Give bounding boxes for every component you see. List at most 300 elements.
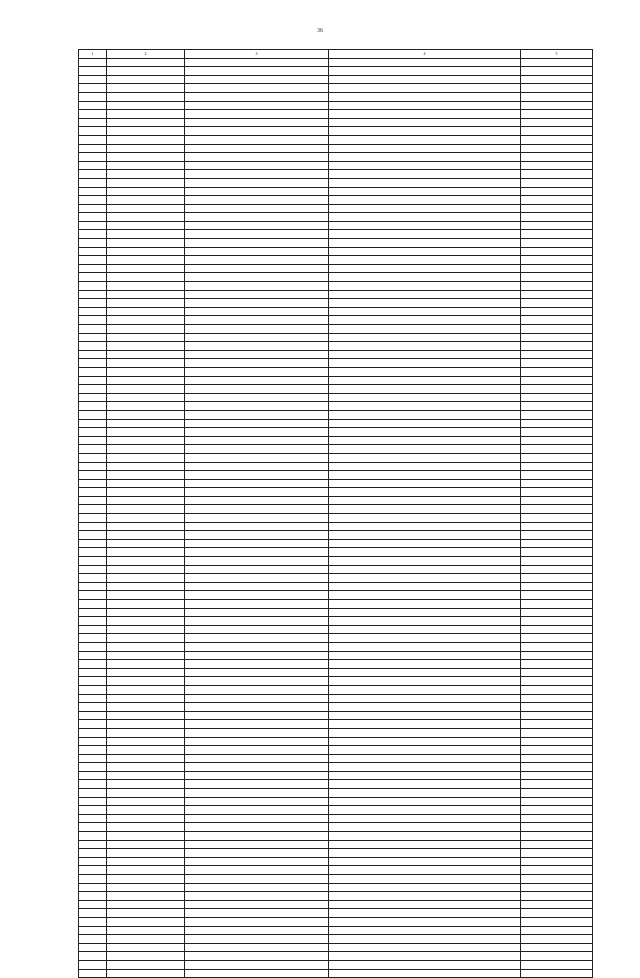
table-cell xyxy=(79,789,107,798)
table-cell xyxy=(107,754,185,763)
table-cell xyxy=(521,952,593,961)
table-cell xyxy=(79,178,107,187)
table-cell xyxy=(329,196,521,205)
table-cell xyxy=(521,823,593,832)
table-cell xyxy=(185,170,329,179)
table-cell xyxy=(79,505,107,514)
table-cell xyxy=(107,282,185,291)
table-cell xyxy=(329,84,521,93)
table-cell xyxy=(107,367,185,376)
table-cell xyxy=(79,849,107,858)
table-row xyxy=(79,247,593,256)
table-cell xyxy=(185,488,329,497)
table-cell xyxy=(107,316,185,325)
table-cell xyxy=(521,496,593,505)
table-cell xyxy=(107,239,185,248)
table-cell xyxy=(107,92,185,101)
table-row xyxy=(79,462,593,471)
table-cell xyxy=(79,832,107,841)
table-cell xyxy=(521,187,593,196)
register-table xyxy=(78,49,593,978)
table-cell xyxy=(185,883,329,892)
table-cell xyxy=(329,393,521,402)
table-cell xyxy=(329,875,521,884)
table-row xyxy=(79,832,593,841)
table-row xyxy=(79,608,593,617)
table-cell xyxy=(107,677,185,686)
table-cell xyxy=(107,703,185,712)
table-cell xyxy=(329,282,521,291)
table-row xyxy=(79,917,593,926)
table-cell xyxy=(185,410,329,419)
table-row xyxy=(79,273,593,282)
table-row xyxy=(79,144,593,153)
table-cell xyxy=(79,952,107,961)
table-cell xyxy=(521,539,593,548)
table-cell xyxy=(107,376,185,385)
table-cell xyxy=(521,385,593,394)
table-cell xyxy=(107,763,185,772)
table-row xyxy=(79,814,593,823)
table-cell xyxy=(79,436,107,445)
table-cell xyxy=(107,694,185,703)
table-cell xyxy=(185,668,329,677)
table-cell xyxy=(107,608,185,617)
table-cell xyxy=(107,213,185,222)
table-row xyxy=(79,771,593,780)
table-cell xyxy=(185,703,329,712)
table-cell xyxy=(79,728,107,737)
table-cell xyxy=(79,213,107,222)
table-cell xyxy=(329,565,521,574)
table-cell xyxy=(185,617,329,626)
table-row xyxy=(79,161,593,170)
table-cell xyxy=(329,153,521,162)
table-cell xyxy=(79,651,107,660)
table-cell xyxy=(521,135,593,144)
table-cell xyxy=(107,574,185,583)
table-cell xyxy=(107,857,185,866)
table-row xyxy=(79,952,593,961)
table-row xyxy=(79,239,593,248)
table-row xyxy=(79,75,593,84)
table-cell xyxy=(329,737,521,746)
table-cell xyxy=(329,780,521,789)
table-cell xyxy=(185,720,329,729)
table-row xyxy=(79,737,593,746)
table-row xyxy=(79,170,593,179)
table-cell xyxy=(521,239,593,248)
table-cell xyxy=(107,642,185,651)
table-cell xyxy=(79,479,107,488)
table-row xyxy=(79,445,593,454)
table-cell xyxy=(107,823,185,832)
table-cell xyxy=(107,737,185,746)
table-row xyxy=(79,101,593,110)
table-cell xyxy=(79,720,107,729)
table-cell xyxy=(185,118,329,127)
table-row xyxy=(79,428,593,437)
table-cell xyxy=(521,505,593,514)
table-row xyxy=(79,539,593,548)
table-cell xyxy=(521,445,593,454)
table-cell xyxy=(185,393,329,402)
table-cell xyxy=(107,840,185,849)
table-cell xyxy=(79,617,107,626)
table-cell xyxy=(329,239,521,248)
table-cell xyxy=(329,479,521,488)
table-cell xyxy=(329,883,521,892)
table-cell xyxy=(521,67,593,76)
table-cell xyxy=(107,909,185,918)
table-cell xyxy=(185,917,329,926)
table-cell xyxy=(521,694,593,703)
table-cell xyxy=(185,926,329,935)
table-cell xyxy=(185,797,329,806)
table-cell xyxy=(79,488,107,497)
table-cell xyxy=(79,350,107,359)
table-cell xyxy=(329,385,521,394)
table-row xyxy=(79,548,593,557)
table-cell xyxy=(521,746,593,755)
table-row xyxy=(79,926,593,935)
table-row xyxy=(79,651,593,660)
table-cell xyxy=(79,969,107,978)
table-cell xyxy=(521,754,593,763)
table-cell xyxy=(107,522,185,531)
col-header-1: 1 xyxy=(79,50,107,59)
table-cell xyxy=(185,943,329,952)
table-cell xyxy=(329,170,521,179)
table-cell xyxy=(79,428,107,437)
table-cell xyxy=(79,668,107,677)
table-row xyxy=(79,230,593,239)
table-cell xyxy=(79,196,107,205)
table-row xyxy=(79,875,593,884)
table-cell xyxy=(107,410,185,419)
table-cell xyxy=(185,608,329,617)
table-cell xyxy=(185,582,329,591)
table-cell xyxy=(185,376,329,385)
table-cell xyxy=(521,677,593,686)
table-cell xyxy=(107,488,185,497)
table-row xyxy=(79,694,593,703)
table-cell xyxy=(107,969,185,978)
table-cell xyxy=(185,711,329,720)
table-cell xyxy=(107,178,185,187)
table-cell xyxy=(79,84,107,93)
table-cell xyxy=(521,909,593,918)
table-cell xyxy=(79,367,107,376)
table-cell xyxy=(107,789,185,798)
table-cell xyxy=(521,247,593,256)
table-cell xyxy=(521,299,593,308)
table-cell xyxy=(329,436,521,445)
table-cell xyxy=(329,144,521,153)
table-body xyxy=(79,58,593,978)
table-cell xyxy=(521,393,593,402)
table-cell xyxy=(79,806,107,815)
table-cell xyxy=(107,153,185,162)
table-cell xyxy=(185,161,329,170)
table-cell xyxy=(329,746,521,755)
table-cell xyxy=(521,857,593,866)
table-cell xyxy=(185,875,329,884)
table-cell xyxy=(329,488,521,497)
table-cell xyxy=(329,453,521,462)
table-cell xyxy=(79,943,107,952)
table-cell xyxy=(185,737,329,746)
table-cell xyxy=(107,445,185,454)
table-cell xyxy=(521,204,593,213)
table-cell xyxy=(79,402,107,411)
table-cell xyxy=(521,118,593,127)
table-cell xyxy=(521,591,593,600)
table-cell xyxy=(185,728,329,737)
table-row xyxy=(79,823,593,832)
table-cell xyxy=(79,909,107,918)
table-cell xyxy=(79,771,107,780)
table-row xyxy=(79,393,593,402)
table-cell xyxy=(329,496,521,505)
table-cell xyxy=(107,428,185,437)
table-cell xyxy=(79,264,107,273)
table-cell xyxy=(79,410,107,419)
col-header-5: 5 xyxy=(521,50,593,59)
table-cell xyxy=(79,419,107,428)
table-cell xyxy=(107,118,185,127)
table-row xyxy=(79,367,593,376)
table-cell xyxy=(79,342,107,351)
table-cell xyxy=(107,814,185,823)
table-cell xyxy=(521,969,593,978)
table-cell xyxy=(107,58,185,67)
table-cell xyxy=(185,359,329,368)
table-cell xyxy=(521,58,593,67)
table-row xyxy=(79,685,593,694)
table-cell xyxy=(79,522,107,531)
table-cell xyxy=(329,187,521,196)
table-cell xyxy=(329,634,521,643)
table-cell xyxy=(107,651,185,660)
table-cell xyxy=(79,385,107,394)
table-row xyxy=(79,333,593,342)
table-cell xyxy=(521,711,593,720)
table-cell xyxy=(79,935,107,944)
table-cell xyxy=(107,797,185,806)
table-cell xyxy=(107,350,185,359)
table-cell xyxy=(79,307,107,316)
table-row xyxy=(79,453,593,462)
table-cell xyxy=(329,917,521,926)
table-cell xyxy=(185,204,329,213)
table-row xyxy=(79,943,593,952)
table-cell xyxy=(185,92,329,101)
table-cell xyxy=(185,453,329,462)
table-cell xyxy=(521,625,593,634)
table-cell xyxy=(79,565,107,574)
table-cell xyxy=(329,247,521,256)
table-cell xyxy=(185,840,329,849)
table-cell xyxy=(185,651,329,660)
table-cell xyxy=(107,892,185,901)
table-row xyxy=(79,557,593,566)
table-cell xyxy=(185,857,329,866)
table-row xyxy=(79,402,593,411)
table-cell xyxy=(185,814,329,823)
table-cell xyxy=(107,75,185,84)
table-cell xyxy=(79,325,107,334)
table-cell xyxy=(107,264,185,273)
table-cell xyxy=(329,539,521,548)
table-cell xyxy=(107,883,185,892)
table-row xyxy=(79,187,593,196)
table-cell xyxy=(107,221,185,230)
table-cell xyxy=(185,153,329,162)
table-cell xyxy=(185,789,329,798)
table-cell xyxy=(107,307,185,316)
table-cell xyxy=(185,591,329,600)
table-cell xyxy=(79,703,107,712)
table-cell xyxy=(79,92,107,101)
table-cell xyxy=(521,92,593,101)
table-cell xyxy=(79,591,107,600)
table-row xyxy=(79,677,593,686)
table-cell xyxy=(521,350,593,359)
table-row xyxy=(79,960,593,969)
table-cell xyxy=(521,273,593,282)
table-cell xyxy=(329,505,521,514)
table-cell xyxy=(107,256,185,265)
table-cell xyxy=(79,161,107,170)
table-row xyxy=(79,376,593,385)
table-cell xyxy=(329,857,521,866)
table-row xyxy=(79,479,593,488)
table-cell xyxy=(79,857,107,866)
table-cell xyxy=(329,178,521,187)
table-row xyxy=(79,307,593,316)
table-row xyxy=(79,153,593,162)
table-cell xyxy=(79,694,107,703)
table-cell xyxy=(107,325,185,334)
table-cell xyxy=(79,118,107,127)
table-cell xyxy=(79,376,107,385)
table-cell xyxy=(185,471,329,480)
table-cell xyxy=(329,445,521,454)
table-cell xyxy=(329,101,521,110)
table-row xyxy=(79,711,593,720)
table-cell xyxy=(185,642,329,651)
table-cell xyxy=(185,514,329,523)
table-cell xyxy=(521,935,593,944)
table-row xyxy=(79,935,593,944)
table-cell xyxy=(79,247,107,256)
table-cell xyxy=(329,806,521,815)
table-cell xyxy=(79,548,107,557)
table-cell xyxy=(185,67,329,76)
table-cell xyxy=(79,608,107,617)
table-cell xyxy=(79,58,107,67)
table-row xyxy=(79,264,593,273)
table-cell xyxy=(185,316,329,325)
table-cell xyxy=(521,410,593,419)
table-cell xyxy=(521,531,593,540)
table-row xyxy=(79,282,593,291)
table-cell xyxy=(185,952,329,961)
table-cell xyxy=(185,823,329,832)
table-cell xyxy=(107,101,185,110)
table-cell xyxy=(329,574,521,583)
table-cell xyxy=(329,591,521,600)
table-row xyxy=(79,256,593,265)
table-cell xyxy=(329,110,521,119)
table-cell xyxy=(79,204,107,213)
table-cell xyxy=(79,797,107,806)
table-cell xyxy=(521,221,593,230)
table-row xyxy=(79,204,593,213)
table-cell xyxy=(107,668,185,677)
table-cell xyxy=(107,548,185,557)
table-cell xyxy=(185,909,329,918)
table-cell xyxy=(185,196,329,205)
table-cell xyxy=(329,926,521,935)
table-cell xyxy=(329,67,521,76)
table-cell xyxy=(329,428,521,437)
table-cell xyxy=(185,574,329,583)
table-cell xyxy=(521,866,593,875)
table-cell xyxy=(107,935,185,944)
table-cell xyxy=(107,479,185,488)
table-cell xyxy=(185,402,329,411)
table-cell xyxy=(185,221,329,230)
table-cell xyxy=(329,514,521,523)
table-cell xyxy=(329,230,521,239)
table-cell xyxy=(329,600,521,609)
table-cell xyxy=(107,875,185,884)
table-cell xyxy=(107,402,185,411)
table-cell xyxy=(79,539,107,548)
table-cell xyxy=(185,256,329,265)
table-cell xyxy=(107,393,185,402)
table-cell xyxy=(185,531,329,540)
table-row xyxy=(79,410,593,419)
table-row xyxy=(79,565,593,574)
table-cell xyxy=(107,342,185,351)
table-cell xyxy=(107,926,185,935)
table-cell xyxy=(521,84,593,93)
table-cell xyxy=(79,333,107,342)
table-cell xyxy=(521,840,593,849)
table-cell xyxy=(79,685,107,694)
table-cell xyxy=(329,909,521,918)
table-cell xyxy=(79,814,107,823)
table-cell xyxy=(329,849,521,858)
table-cell xyxy=(521,548,593,557)
table-cell xyxy=(79,135,107,144)
table-cell xyxy=(185,832,329,841)
table-cell xyxy=(521,917,593,926)
table-cell xyxy=(79,471,107,480)
table-cell xyxy=(107,582,185,591)
table-cell xyxy=(185,634,329,643)
table-cell xyxy=(79,926,107,935)
table-cell xyxy=(107,634,185,643)
table-cell xyxy=(107,290,185,299)
table-cell xyxy=(185,187,329,196)
table-cell xyxy=(79,67,107,76)
table-cell xyxy=(521,771,593,780)
table-row xyxy=(79,496,593,505)
